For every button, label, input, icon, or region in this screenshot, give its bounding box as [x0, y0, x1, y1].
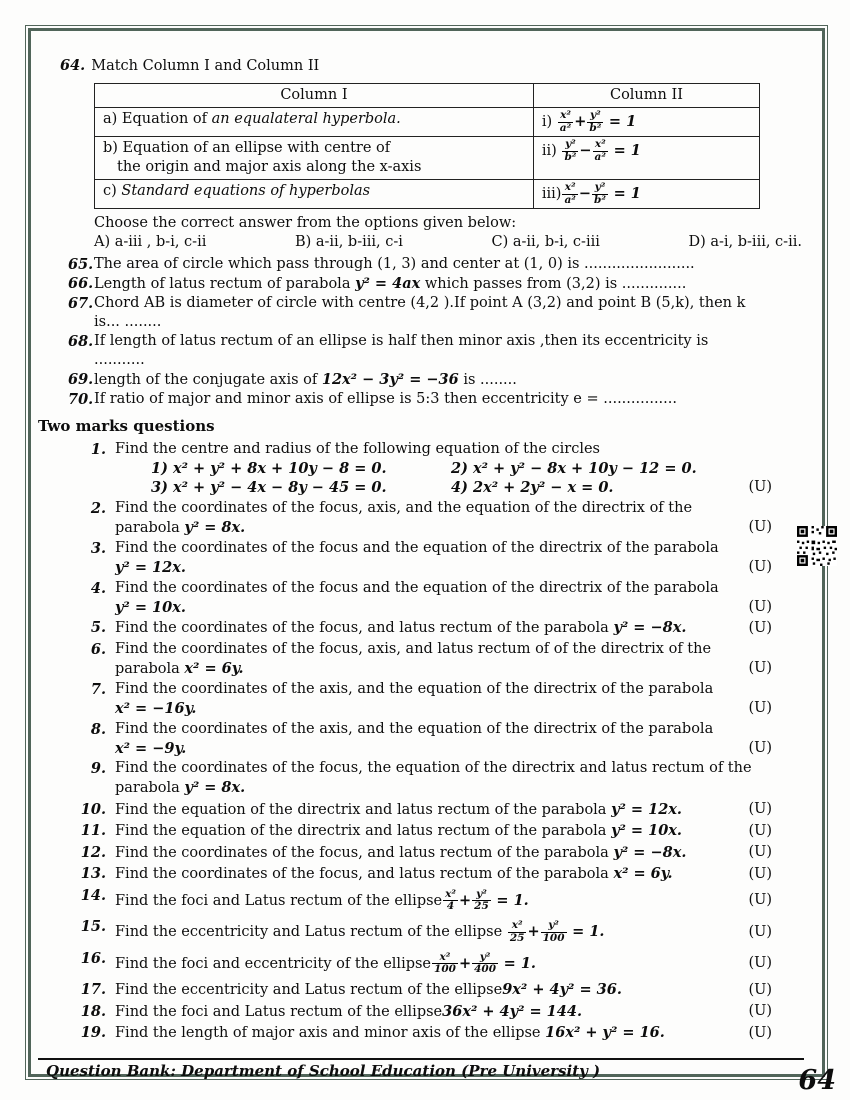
fraction: $\frac{\text{y²}}{\text{b²}}$ — [594, 181, 606, 206]
equation: y² = −8x. — [613, 619, 687, 637]
question-body: Find the eccentricity and Latus rectum of the ellipse $\frac{\text{x²}}{25}$ + $\frac{\text{y²}}{100}$ = 1. (U) — [115, 919, 772, 944]
fraction: $\frac{\text{y²}}{100}$ — [542, 919, 565, 944]
table-cell-left — [95, 137, 534, 180]
understanding-tag: (U) — [748, 801, 772, 818]
table-row — [95, 137, 760, 180]
question-number: 4. — [90, 579, 106, 597]
question-number: 70. — [68, 391, 94, 409]
question-body: Chord AB is diameter of circle with centre (4,2 ).If point A (3,2) and point B (5,k), then k is... ........ — [94, 295, 746, 331]
question-item — [60, 274, 802, 294]
table-cell-right — [533, 180, 759, 209]
question-body: Find the coordinates of the axis, and the equation of the directrix of the parabola x² = −16y. (U) — [115, 681, 772, 718]
fraction: $\frac{\text{x²}}{25}$ — [509, 919, 525, 944]
equation: x² = 6y. — [184, 659, 244, 677]
question-number: 16. — [80, 949, 106, 967]
understanding-tag: (U) — [748, 1024, 772, 1041]
question-number: 64. — [60, 57, 86, 74]
question-number: 69. — [68, 371, 94, 389]
equation: y² = 10x. — [115, 598, 186, 616]
question-item — [60, 255, 802, 274]
question-item — [60, 759, 802, 798]
cell-text: c) — [103, 183, 122, 200]
question-item — [60, 370, 802, 390]
question-item — [60, 294, 802, 332]
question-body: The area of circle which pass through (1, 3) and center at (1, 0) is ........................ — [94, 256, 695, 273]
question-body: If ratio of major and minor axis of ellipse is 5:3 then eccentricity e = ................ — [94, 391, 677, 408]
fraction: $\frac{\text{y²}}{25}$ — [474, 887, 489, 913]
question-64-title — [60, 56, 802, 76]
option-c: C) a-ii, b-i, c-iii — [491, 234, 600, 251]
page-number: 64 — [798, 1065, 836, 1096]
question-item — [60, 1002, 802, 1022]
question-number: 8. — [90, 720, 106, 738]
question-number: 18. — [80, 1002, 106, 1020]
understanding-tag: (U) — [748, 619, 772, 636]
match-columns-table — [94, 83, 760, 209]
equation: ii) $\frac{\text{y²}}{\text{b²}}$ − $\frac{\text{x²}}{\text{a²}}$ = 1 — [541, 138, 641, 163]
option-d: D) a-i, b-iii, c-ii. — [688, 234, 802, 251]
question-item — [60, 440, 802, 497]
question-item — [60, 640, 802, 679]
table-cell-left — [95, 180, 534, 209]
table-row — [95, 108, 760, 137]
equation: y² = 10x. — [611, 822, 682, 840]
option-a: A) a-iii , b-i, c-ii — [94, 234, 207, 251]
understanding-tag: (U) — [748, 865, 772, 882]
question-item — [60, 886, 802, 916]
one-mark-questions — [60, 255, 802, 409]
question-number: 15. — [80, 918, 106, 936]
fraction: $\frac{\text{y²}}{\text{b²}}$ — [564, 138, 577, 163]
equation: y² = 8x. — [184, 779, 246, 797]
question-body: Find the eccentricity and Latus rectum of the ellipse9x² + 4y² = 36. (U) — [115, 981, 772, 999]
fraction: $\frac{\text{y²}}{400}$ — [474, 950, 497, 976]
question-item — [60, 539, 802, 577]
equation-label: i) — [541, 114, 553, 131]
cell-text: the origin and major axis along the x-axis — [117, 159, 422, 176]
question-number: 1. — [90, 441, 106, 459]
understanding-tag: (U) — [748, 700, 772, 717]
question-number: 7. — [90, 681, 106, 699]
question-body: Find the coordinates of the focus and the equation of the directrix of the parabola y² = 10x. (U) — [115, 579, 772, 616]
page-content — [38, 56, 802, 1045]
table-cell-left — [95, 108, 534, 137]
equation: y² = 8x. — [184, 518, 246, 536]
question-number: 14. — [80, 886, 106, 904]
question-item — [60, 949, 802, 979]
fraction: $\frac{\text{x²}}{100}$ — [434, 950, 456, 976]
understanding-tag: (U) — [748, 559, 772, 576]
cell-text-italic: an equalateral hyperbola. — [211, 111, 401, 127]
understanding-tag: (U) — [748, 1003, 772, 1020]
question-body: Find the coordinates of the axis, and the equation of the directrix of the parabola x² = −9y. (U) — [115, 720, 772, 757]
equation: 16x² + y² = 16. — [545, 1024, 665, 1042]
question-number: 5. — [90, 619, 106, 637]
question-item — [60, 618, 802, 638]
question-item — [60, 980, 802, 1000]
table-header-row — [95, 84, 760, 108]
question-body: Find the coordinates of the focus, axis, and latus rectum of of the directrix of the parabola x² = 6y. (U) — [115, 640, 772, 677]
sub-equations: 1) x² + y² + 8x + 10y − 8 = 0. 2) x² + y² − 8x + 10y − 12 = 0. — [151, 460, 697, 478]
fraction: $\frac{\text{x²}}{\text{a²}}$ — [559, 109, 572, 134]
equation: x² = −16y. — [115, 700, 197, 718]
equation: 36x² + 4y² = 144. — [442, 1002, 582, 1020]
table-row — [95, 180, 760, 209]
equation: x² = −9y. — [115, 739, 187, 757]
question-item — [60, 800, 802, 820]
question-item — [60, 917, 802, 947]
section-heading: Two marks questions — [38, 417, 215, 436]
question-body: Find the equation of the directrix and latus rectum of the parabola y² = 10x. (U) — [115, 822, 772, 840]
question-number: 65. — [68, 256, 94, 274]
sub-equations: 3) x² + y² − 4x − 8y − 45 = 0. 4) 2x² + 2y² − x = 0. (U) — [151, 479, 772, 497]
question-number: 10. — [80, 800, 106, 818]
table-cell-right — [533, 108, 759, 137]
choose-instruction: Choose the correct answer from the options given below: — [94, 215, 517, 232]
question-number: 67. — [68, 295, 94, 313]
column-1-header: Column I — [95, 84, 534, 108]
question-body: Find the coordinates of the focus, and latus rectum of the parabola x² = 6y. (U) — [115, 865, 772, 883]
understanding-tag: (U) — [748, 519, 772, 536]
question-body: Find the coordinates of the focus, and latus rectum of the parabola y² = −8x. (U) — [115, 843, 772, 861]
fraction: $\frac{\text{x²}}{4}$ — [445, 887, 456, 913]
question-body: Length of latus rectum of parabola y² = 4ax which passes from (3,2) is .............. — [94, 275, 687, 293]
cell-text-italic: Standard equations of hyperbolas — [121, 183, 371, 200]
question-item — [60, 821, 802, 841]
understanding-tag: (U) — [748, 892, 772, 909]
question-number: 11. — [80, 822, 106, 840]
question-body: If length of latus rectum of an ellipse is half then minor axis ,then its eccentricity is ........... — [94, 333, 709, 369]
question-item — [60, 332, 802, 370]
understanding-tag: (U) — [748, 955, 772, 972]
understanding-tag: (U) — [748, 479, 772, 496]
question-item — [60, 579, 802, 617]
question-item — [60, 499, 802, 538]
question-body: Find the coordinates of the focus, the equation of the directrix and latus rectum of the parabola y² = 8x. — [115, 760, 752, 797]
question-number: 3. — [90, 540, 106, 558]
question-number: 12. — [80, 843, 106, 861]
answer-options — [94, 233, 802, 252]
question-number: 68. — [68, 333, 94, 351]
question-number: 13. — [80, 865, 106, 883]
equation: 12x² − 3y² = −36 — [321, 371, 459, 389]
two-marks-questions — [60, 440, 802, 1043]
question-number: 2. — [90, 499, 106, 517]
understanding-tag: (U) — [748, 981, 772, 998]
equation: i) $\frac{\text{x²}}{\text{a²}}$ + $\frac{\text{y²}}{\text{b²}}$ = 1 — [541, 109, 637, 134]
question-text: Match Column I and Column II — [91, 58, 320, 74]
fraction: $\frac{\text{x²}}{\text{a²}}$ — [564, 181, 576, 206]
cell-text: a) Equation of — [103, 111, 212, 127]
understanding-tag: (U) — [748, 660, 772, 677]
equation: y² = −8x. — [613, 843, 687, 861]
question-item — [60, 680, 802, 718]
question-body: length of the conjugate axis of 12x² − 3y² = −36 is ........ — [94, 371, 517, 389]
equation: y² = 12x. — [115, 559, 186, 577]
question-item — [60, 864, 802, 884]
question-body: Find the foci and Latus rectum of the ellipse $\frac{\text{x²}}{4}$ + $\frac{\text{y²}}{25}$ = 1. (U) — [115, 887, 772, 913]
equation: x² = 6y. — [613, 865, 673, 883]
question-number: 19. — [80, 1024, 106, 1042]
question-item — [60, 720, 802, 758]
column-2-header: Column II — [533, 84, 759, 108]
equation: iii) $\frac{\text{x²}}{\text{a²}}$ − $\frac{\text{y²}}{\text{b²}}$ = 1 — [541, 181, 641, 206]
question-body: Find the foci and eccentricity of the ellipse $\frac{\text{x²}}{100}$ + $\frac{\text{y²}}{400}$ = 1. (U) — [115, 950, 772, 976]
qr-code — [797, 526, 837, 566]
question-item — [60, 390, 802, 409]
table-cell-right — [533, 137, 759, 180]
question-number: 17. — [80, 981, 106, 999]
fraction: $\frac{\text{x²}}{\text{a²}}$ — [594, 138, 606, 163]
equation: 9x² + 4y² = 36. — [502, 981, 622, 999]
understanding-tag: (U) — [748, 739, 772, 756]
question-body: Find the foci and Latus rectum of the ellipse36x² + 4y² = 144. (U) — [115, 1002, 772, 1020]
footer-text: Question Bank: Department of School Education (Pre University ) — [46, 1062, 601, 1080]
cell-text: b) Equation of an ellipse with centre of — [103, 140, 391, 157]
question-body: Find the centre and radius of the following equation of the circles 1) x² + y² + 8x + 10y − 8 = 0. 2) x² + y² − 8x + 10y − 12 = 0. 3) x² + y² − 4x − 8y − 45 = 0. 4) 2x² + 2y² − x = 0. (U) — [115, 440, 802, 497]
equation-label: iii) — [541, 186, 562, 203]
question-item — [60, 843, 802, 863]
equation: y² = 4ax — [355, 275, 421, 293]
question-item — [60, 1023, 802, 1043]
page-footer — [38, 1058, 804, 1080]
equation-label: ii) — [541, 143, 557, 160]
fraction: $\frac{\text{y²}}{\text{b²}}$ — [589, 109, 602, 134]
understanding-tag: (U) — [748, 822, 772, 839]
question-body: Find the coordinates of the focus and the equation of the directrix of the parabola y² = 12x. (U) — [115, 540, 772, 577]
equation: y² = 12x. — [611, 800, 682, 818]
question-body: Find the coordinates of the focus, axis, and the equation of the directrix of the parabola y² = 8x. (U) — [115, 499, 772, 536]
option-b: B) a-ii, b-iii, c-i — [294, 234, 403, 251]
question-number: 66. — [68, 275, 94, 293]
question-body: Find the equation of the directrix and latus rectum of the parabola y² = 12x. (U) — [115, 800, 772, 818]
understanding-tag: (U) — [748, 844, 772, 861]
question-body: Find the coordinates of the focus, and latus rectum of the parabola y² = −8x. (U) — [115, 619, 772, 637]
question-number: 9. — [90, 760, 106, 778]
understanding-tag: (U) — [748, 923, 772, 940]
understanding-tag: (U) — [748, 598, 772, 615]
question-body: Find the length of major axis and minor axis of the ellipse 16x² + y² = 16. (U) — [115, 1024, 772, 1042]
question-number: 6. — [90, 640, 106, 658]
